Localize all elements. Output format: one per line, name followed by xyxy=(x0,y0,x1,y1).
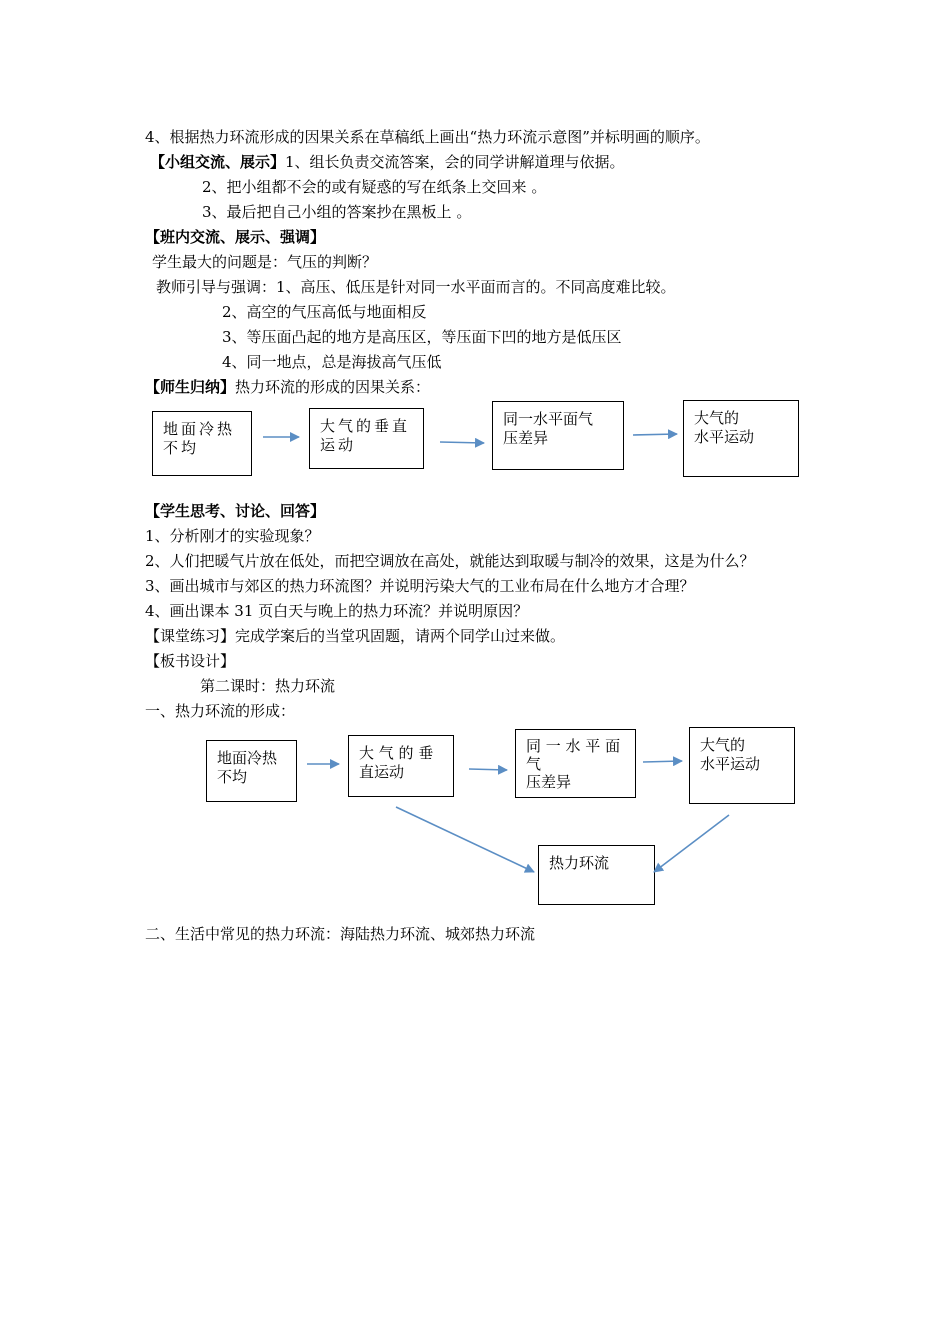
question-4: 4、画出课本 31 页白天与晚上的热力环流？并说明原因？ xyxy=(145,602,529,620)
text-line-10: 4、同一地点，总是海拔高气压低 xyxy=(222,353,442,371)
question-2: 2、人们把暖气片放在低处，而把空调放在高处，就能达到取暖与制冷的效果，这是为什么？ xyxy=(145,552,755,570)
box-text: 地面冷热 xyxy=(217,749,278,767)
box-text: 水平运动 xyxy=(700,755,761,773)
text-line-3: 2、把小组都不会的或有疑惑的写在纸条上交回来 。 xyxy=(202,178,547,196)
box-text: 大 气 的 垂 xyxy=(359,744,434,762)
arrow-d2-5 xyxy=(654,815,729,872)
text-line-11 xyxy=(145,377,430,397)
text-span: 完成学案后的当堂巩固题，请两个同学山过来做。 xyxy=(235,627,566,645)
text-line-7: 教师引导与强调：1、高压、低压是针对同一水平面而言的。不同高度难比较。 xyxy=(156,278,676,296)
box-text: 大气的 xyxy=(700,736,746,754)
box-text: 不均 xyxy=(163,439,200,457)
diagram2-box-ground-heating xyxy=(206,740,297,802)
diagram1-box-horizontal-motion xyxy=(683,400,799,477)
question-1: 1、分析刚才的实验现象？ xyxy=(145,527,320,545)
section-tag: 【师生归纳】 xyxy=(145,378,236,396)
diagram1-box-pressure-difference xyxy=(492,401,624,470)
section-tag: 【课堂练习】 xyxy=(145,627,236,645)
arrow-d1-2 xyxy=(440,442,484,443)
question-3: 3、画出城市与郊区的热力环流图？并说明污染大气的工业布局在什么地方才合理？ xyxy=(145,577,695,595)
text-line-6: 学生最大的问题是：气压的判断？ xyxy=(152,253,378,271)
box-text: 不均 xyxy=(217,768,248,786)
section-heading: 【板书设计】 xyxy=(145,652,236,670)
diagram2-box-thermal-circulation xyxy=(538,845,655,905)
box-text: 同一水平面气 xyxy=(503,410,594,428)
box-text: 直运动 xyxy=(359,763,405,781)
section-tag: 【小组交流、展示】 xyxy=(150,153,286,171)
diagram1-box-ground-heating xyxy=(152,411,252,476)
diagram2-box-horizontal-motion xyxy=(689,727,795,804)
box-text: 同 一 水 平 面 xyxy=(526,737,621,755)
text-line-1: 4、根据热力环流形成的因果关系在草稿纸上画出“热力环流示意图”并标明画的顺序。 xyxy=(145,128,710,146)
box-text: 热力环流 xyxy=(549,854,610,872)
text-span: 1、组长负责交流答案，会的同学讲解道理与依据。 xyxy=(285,153,625,171)
text-line-2 xyxy=(150,152,625,172)
diagram2-box-vertical-motion xyxy=(348,735,454,797)
board-subtitle: 一、热力环流的形成： xyxy=(145,702,296,720)
box-text: 地面冷热 xyxy=(163,420,236,438)
text-line-8: 2、高空的气压高低与地面相反 xyxy=(222,303,427,321)
diagram2-box-pressure-difference xyxy=(515,729,636,798)
text-line-9: 3、等压面凸起的地方是高压区，等压面下凹的地方是低压区 xyxy=(222,328,622,346)
box-text: 气 xyxy=(526,755,542,773)
box-text: 运动 xyxy=(320,436,357,454)
text-span: 热力环流的形成的因果关系： xyxy=(235,378,431,396)
text-line-17 xyxy=(145,626,565,646)
arrow-d2-2 xyxy=(469,769,507,770)
box-text: 压差异 xyxy=(526,773,572,791)
section-heading: 【班内交流、展示、强调】 xyxy=(145,228,326,246)
box-text: 压差异 xyxy=(503,429,549,447)
board-title: 第二课时：热力环流 xyxy=(200,677,336,695)
box-text: 大气的垂直 xyxy=(320,417,411,435)
section-heading: 【学生思考、讨论、回答】 xyxy=(145,502,326,520)
arrow-d1-3 xyxy=(633,434,677,435)
arrow-d2-3 xyxy=(643,761,682,762)
box-text: 大气的 xyxy=(694,409,740,427)
arrow-d2-4 xyxy=(396,807,534,872)
box-text: 水平运动 xyxy=(694,428,755,446)
text-line-21: 二、生活中常见的热力环流：海陆热力环流、城郊热力环流 xyxy=(145,925,536,943)
diagram1-box-vertical-motion xyxy=(309,408,424,469)
text-line-4: 3、最后把自己小组的答案抄在黑板上 。 xyxy=(202,203,472,221)
